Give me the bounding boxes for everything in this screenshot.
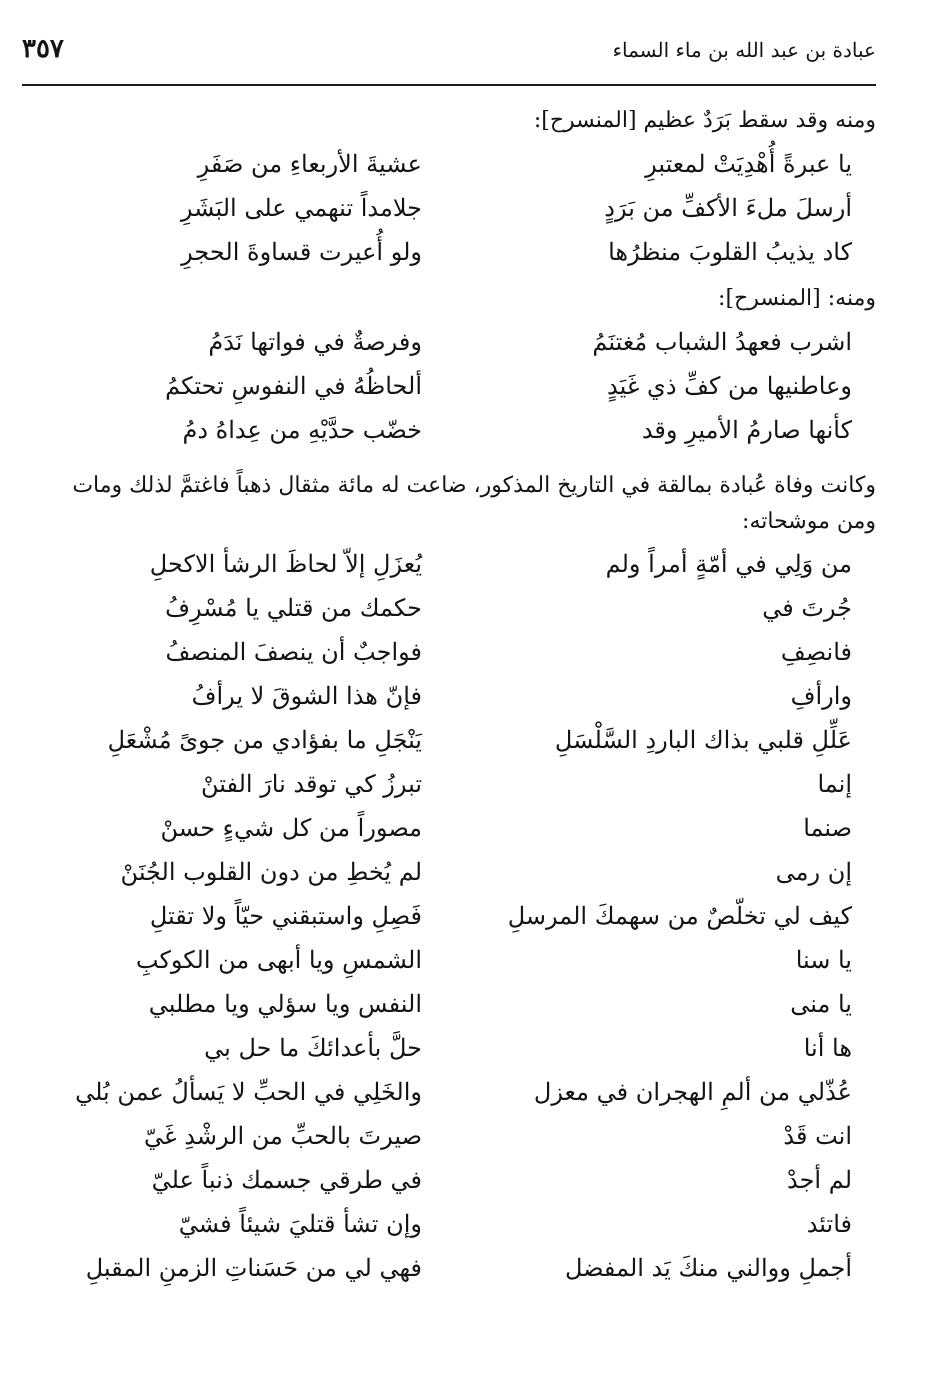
muwashshah-line [60, 902, 852, 946]
verse-second-hemistich: يَنْجَلِ ما بفؤادي من جوىً مُشْعَلِ [107, 726, 422, 754]
verse-second-hemistich: الشمسِ ويا أبهى من الكوكبِ [135, 946, 422, 974]
verse-second-hemistich: صيرتَ بالحبِّ من الرشْدِ غَيّ [144, 1122, 422, 1150]
muwashshah-line [60, 638, 852, 682]
verse-second-hemistich: والخَلِي في الحبِّ لا يَسألُ عمن بُلي [75, 1078, 422, 1106]
muwashshah-line [60, 990, 852, 1034]
muwashshah-line [60, 1078, 852, 1122]
verse-first-hemistich: إن رمى [775, 858, 852, 886]
muwashshah-line [60, 814, 852, 858]
verse-line [60, 328, 852, 372]
page-header [22, 30, 876, 78]
verse-first-hemistich: اشرب فعهدُ الشباب مُغتنَمُ [592, 328, 852, 356]
verse-first-hemistich: انت قَدْ [783, 1122, 852, 1150]
muwashshah-line [60, 550, 852, 594]
verse-second-hemistich: حكمك من قتلي يا مُسْرِفُ [165, 594, 422, 622]
muwashshah-line [60, 1254, 852, 1298]
verse-second-hemistich: خضّب حدَّيْهِ من عِداهُ دمُ [182, 416, 422, 444]
prose-paragraph: وكانت وفاة عُبادة بمالقة في التاريخ المذكور، ضاعت له مائة مثقال ذهباً فاغتمَّ لذلك ومات ومن موشحاته: [72, 473, 876, 534]
verse-first-hemistich: عَلِّلِ قلبي بذاك الباردِ السَّلْسَلِ [554, 726, 852, 754]
verse-first-hemistich: صنما [803, 814, 852, 842]
verse-second-hemistich: لم يُخطِ من دون القلوب الجُنَنْ [120, 858, 422, 886]
verse-second-hemistich: وفرصةٌ في فواتها نَدَمُ [208, 328, 422, 356]
muwashshah-line [60, 682, 852, 726]
verse-first-hemistich: يا منى [790, 990, 852, 1018]
verse-first-hemistich: إنما [817, 770, 852, 798]
verse-second-hemistich: عشيةَ الأربعاءِ من صَفَرِ [197, 150, 422, 178]
verse-first-hemistich: كاد يذيبُ القلوبَ منظرُها [608, 238, 852, 266]
muwashshah-line [60, 1166, 852, 1210]
verse-second-hemistich: فهي لي من حَسَناتِ الزمنِ المقبلِ [85, 1254, 422, 1282]
running-title: عبادة بن عبد الله بن ماء السماء [612, 38, 876, 62]
verse-first-hemistich: يا عبرةً أُهْدِيَتْ لمعتبرِ [645, 150, 852, 178]
muwashshah-line [60, 770, 852, 814]
verse-second-hemistich: يُعزَلِ إلاّ لحاظَ الرشأ الاكحلِ [149, 550, 422, 578]
muwashshah-line [60, 946, 852, 990]
verse-second-hemistich: فَصِلِ واستبقني حيّاً ولا تقتلِ [149, 902, 422, 930]
muwashshah-line [60, 1210, 852, 1254]
verse-second-hemistich: فإنّ هذا الشوقَ لا يرأفُ [191, 682, 422, 710]
verse-first-hemistich: ها أنا [803, 1034, 852, 1062]
verse-second-hemistich: جلامداً تنهمي على البَشَرِ [180, 194, 422, 222]
verse-second-hemistich: النفس ويا سؤلي ويا مطلبي [148, 990, 422, 1018]
page-number: ٣٥٧ [22, 34, 64, 64]
verse-second-hemistich: وإن تشأ قتليَ شيئاً فشيّ [178, 1210, 422, 1238]
verse-first-hemistich: يا سنا [795, 946, 852, 974]
section-intro: ومنه وقد سقط بَرَدٌ عظيم [المنسرح]: [533, 108, 876, 133]
verse-first-hemistich: فاتئد [806, 1210, 852, 1238]
verse-second-hemistich: ولو أُعيرت قساوةَ الحجرِ [181, 238, 422, 266]
verse-first-hemistich: عُذّلي من ألمِ الهجران في معزل [533, 1078, 852, 1106]
verse-first-hemistich: لم أجدْ [786, 1166, 852, 1194]
verse-first-hemistich: جُرتَ في [762, 594, 852, 622]
verse-second-hemistich: تبرزُ كي توقد نارَ الفتنْ [200, 770, 422, 798]
verse-first-hemistich: كيف لي تخلّصٌ من سهمكَ المرسلِ [507, 902, 852, 930]
muwashshah-line [60, 1034, 852, 1078]
verse-first-hemistich: فانصِفِ [780, 638, 852, 666]
header-rule [22, 84, 876, 86]
verse-line [60, 194, 852, 238]
verse-line [60, 238, 852, 282]
muwashshah-line [60, 858, 852, 902]
verse-second-hemistich: في طرقي جسمك ذنباً عليّ [151, 1166, 422, 1194]
verse-second-hemistich: مصوراً من كل شيءٍ حسنْ [160, 814, 422, 842]
muwashshah-line [60, 594, 852, 638]
muwashshah-line [60, 1122, 852, 1166]
verse-first-hemistich: وارأفِ [790, 682, 852, 710]
verse-line [60, 416, 852, 460]
muwashshah-line [60, 726, 852, 770]
verse-line [60, 150, 852, 194]
verse-first-hemistich: كأنها صارمُ الأميرِ وقد [641, 416, 852, 444]
verse-second-hemistich: ألحاظُهُ في النفوسِ تحتكمُ [165, 372, 422, 400]
verse-first-hemistich: من وَلِي في أمّةٍ أمراً ولم [605, 550, 852, 578]
verse-second-hemistich: فواجبٌ أن ينصفَ المنصفُ [165, 638, 422, 666]
verse-second-hemistich: حلَّ بأعدائكَ ما حل بي [204, 1034, 422, 1062]
verse-line [60, 372, 852, 416]
verse-first-hemistich: أرسلَ ملءَ الأكفِّ من بَرَدٍ [604, 194, 852, 222]
verse-first-hemistich: وعاطنيها من كفِّ ذي غَيَدٍ [607, 372, 852, 400]
section-intro: ومنه: [المنسرح]: [718, 286, 876, 311]
verse-first-hemistich: أجملِ ووالني منكَ يَد المفضل [564, 1254, 852, 1282]
